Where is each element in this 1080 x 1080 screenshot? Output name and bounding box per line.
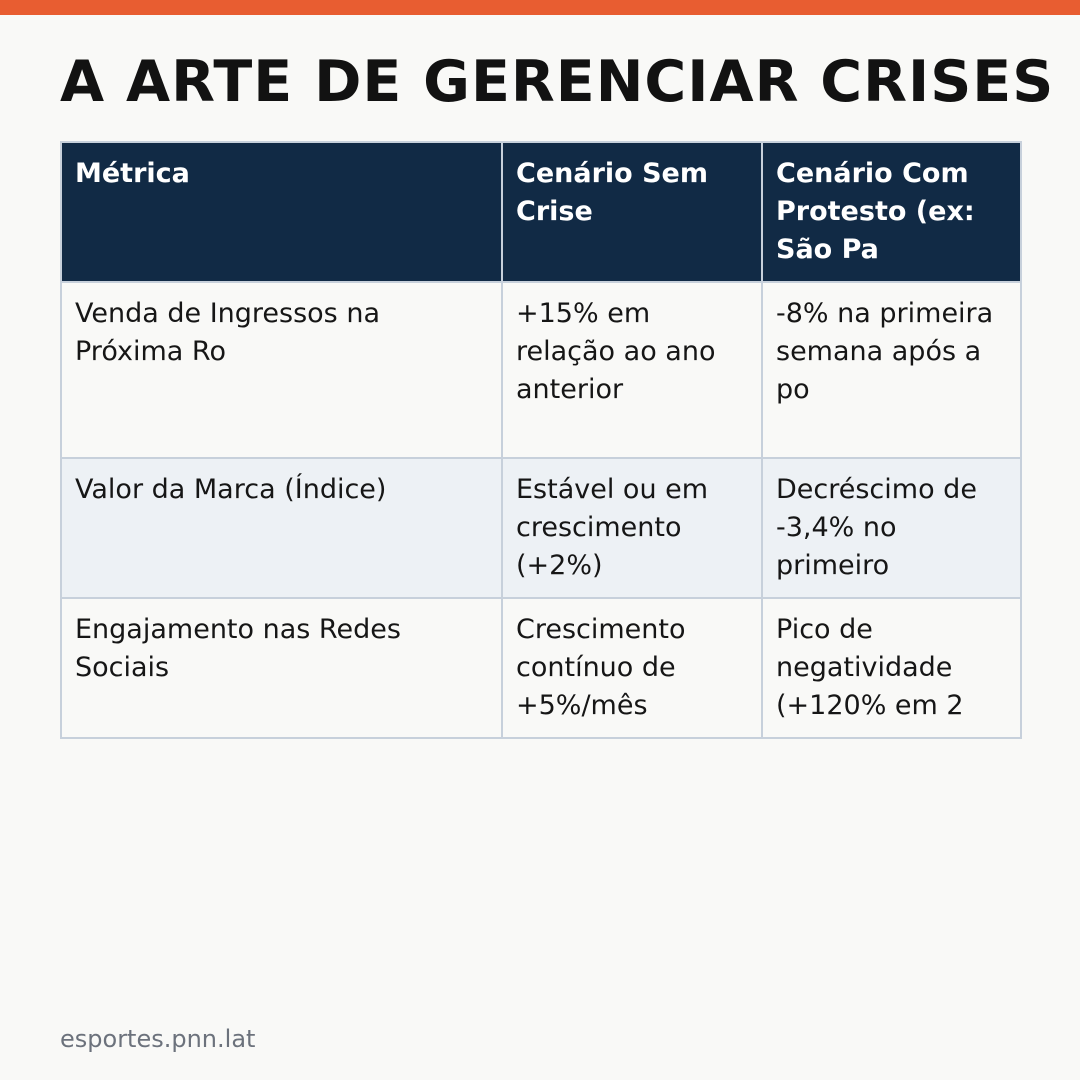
column-header-protest: Cenário Com Protesto (ex: São Pa [762, 142, 1021, 282]
top-accent-bar [0, 0, 1080, 15]
table-cell-metric: Valor da Marca (Índice) [61, 458, 502, 598]
table-cell-no-crisis: +15% em relação ao ano anterior [502, 282, 762, 458]
footer-source-link[interactable]: esportes.pnn.lat [60, 1025, 256, 1053]
table-row [61, 598, 1021, 738]
table-cell-no-crisis: Crescimento contínuo de +5%/mês [502, 598, 762, 738]
table-row [61, 458, 1021, 598]
table-header-row [61, 142, 1021, 282]
column-header-no-crisis: Cenário Sem Crise [502, 142, 762, 282]
table-cell-metric: Venda de Ingressos na Próxima Ro [61, 282, 502, 458]
table-cell-no-crisis: Estável ou em crescimento (+2%) [502, 458, 762, 598]
table-cell-protest: Pico de negatividade (+120% em 2 [762, 598, 1021, 738]
table-cell-protest: Decréscimo de -3,4% no primeiro [762, 458, 1021, 598]
table-header [61, 142, 1021, 282]
table-row [61, 282, 1021, 458]
table-cell-protest: -8% na primeira semana após a po [762, 282, 1021, 458]
table-cell-metric: Engajamento nas Redes Sociais [61, 598, 502, 738]
table-body [61, 282, 1021, 738]
column-header-metric: Métrica [61, 142, 502, 282]
page-title: A ARTE DE GERENCIAR CRISES [60, 49, 1055, 115]
comparison-table [60, 141, 1022, 739]
